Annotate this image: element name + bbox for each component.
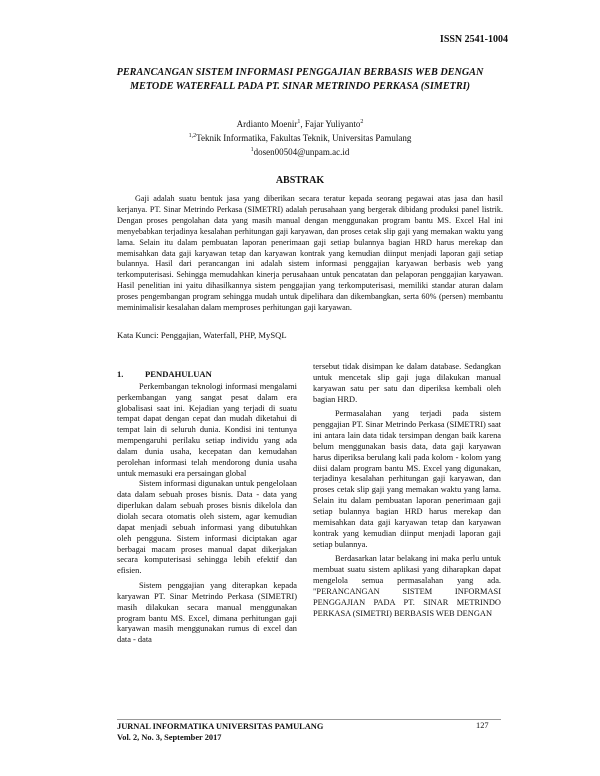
keywords: Kata Kunci: Penggajian, Waterfall, PHP, MySQL [117,330,287,340]
footer-journal [117,721,323,743]
author-email: $^1$dosen00504@unpam.ac.id [250,147,350,157]
paragraph: Berdasarkan latar belakang ini maka perlu untuk membuat suatu sistem aplikasi yang diharapkan dapat mengelola semua permasalahan yang ada. "PERANCANGAN SISTEM INFORMASI PENGGAJIAN PADA PT. SINAR METRINDO PERKASA (SIMETRI) BERBASIS WEB DENGAN [313,554,501,618]
section-heading [117,369,297,380]
issn-label: ISSN 2541-1004 [439,34,508,45]
journal-name: JURNAL INFORMATIKA UNIVERSITAS PAMULANG [117,722,324,731]
paragraph: tersebut tidak disimpan ke dalam database. Sedangkan untuk mencetak slip gaji juga dilakukan manual karyawan satu per satu dan diperiksa kembali oleh bagian HRD. [313,362,501,404]
abstract-heading: ABSTRAK [275,175,325,186]
section-title: PENDAHULUAN [145,369,212,379]
journal-volume: Vol. 2, No. 3, September 2017 [117,733,222,742]
right-column [313,362,501,619]
paragraph: Sistem informasi digunakan untuk pengelolaan data dalam sebuah proses bisnis. Data - data yang diperlukan dalam sebuah proses bisnis dikelola dan diolah secara otomatis oleh sistem, agar kemudian dapat menjadi sebuah informasi yang dibutuhkan oleh pengguna. Sistem informasi diciptakan agar berbagai macam proses manual dapat dikerjakan secara komputerisasi sehingga lebih efektif dan efisien. [117,479,297,576]
author-names: Ardianto Moenir$^1$, Fajar Yuliyanto$^2$ [236,119,364,129]
paragraph: Permasalahan yang terjadi pada sistem penggajian PT. Sinar Metrindo Perkasa (SIMETRI) saat ini antara lain data tidak tersimpan dengan baik karena belum menggunakan basis data, data gaji karyawan harus diperiksa berulang kali pada kolom - kolom yang diisi dalam program bantu MS. Excel yang digunakan, terjadinya kesalahan perhitungan gaji karyawan, dan proses cetak slip gaji yang memakan waktu yang lama. Selain itu dalam pembuatan laporan penerimaan gaji setiap bulannya bagian HRD harus merekap dan memisahkan data gaji karyawan tetap dan karyawan kontrak yang kemudian diinput menjadi laporan gaji setiap bulannya. [313,409,501,549]
footer-divider [117,719,501,720]
paper-title: PERANCANGAN SISTEM INFORMASI PENGGAJIAN BERBASIS WEB DENGAN METODE WATERFALL PADA PT. SINAR METRINDO PERKASA (SIMETRI) [116,67,484,92]
abstract-body [117,194,503,314]
section-number: 1. [117,369,124,379]
left-column [117,369,297,646]
abstract-paragraph: Gaji adalah suatu bentuk jasa yang diberikan secara teratur kepada seorang pegawai atas jasa dan hasil kerjanya. PT. Sinar Metrindo Perkasa (SIMETRI) adalah perusahaan yang bergerak dibidang produksi panel listrik. Dengan proses pengolahan data yang masih manual dengan menggunakan program bantu MS. Excel Hal ini menyebabkan terjadinya kesalahan perhitungan gaji karyawan, dan proses cetak slip gaji yang memakan waktu yang lama. Selain itu dalam pembuatan laporan penerimaan gaji setiap bulannya bagian HRD harus merekap dan memisahkan data gaji karyawan tetap dan karyawan kontrak yang kemudian diinput menjadi laporan gaji setiap bulannya. Hasil dari perancangan ini adalah sistem informasi penggajian karyawan berbasis web yang terkomputerisasi. Sehingga memudahkan kinerja perusahaan untuk pencatatan dan pelaporan penggajian karyawan. Hasil penelitian ini yaitu dihasilkannya sistem penggajian yang terkomputerisasi, memiliki standar aturan dalam proses pengembangan program sehingga mudah untuk dipelihara dan dikembangkan, serta 60% (persen) membantu meminimalisir kesalahan dalam memproses perhitungan gaji karyawan. [117,194,503,313]
paragraph: Sistem penggajian yang diterapkan kepada karyawan PT. Sinar Metrindo Perkasa (SIMETRI) masih dilakukan secara manual menggunakan program bantu MS. Excel, dimana perhitungan gaji karyawan masih menggunakan rumus di excel dan data - data [117,581,297,645]
author-block [150,116,450,158]
author-affiliation: $^{1,2}$Teknik Informatika, Fakultas Teknik, Universitas Pamulang [188,133,412,143]
paragraph: Perkembangan teknologi informasi mengalami perkembangan yang sangat pesat dalam era globalisasi saat ini. Kejadian yang terjadi di suatu tempat dapat dengan cepat dan mudah diketahui di tempat lain di seluruh dunia. Kondisi ini tentunya mempengaruhi perilaku setiap individu yang ada dalam dunia usaha, kecepatan dan kemudahan perolehan informasi telah mendorong dunia usaha untuk memasuki era persaingan global [117,381,297,478]
page-number: 127 [476,721,489,730]
